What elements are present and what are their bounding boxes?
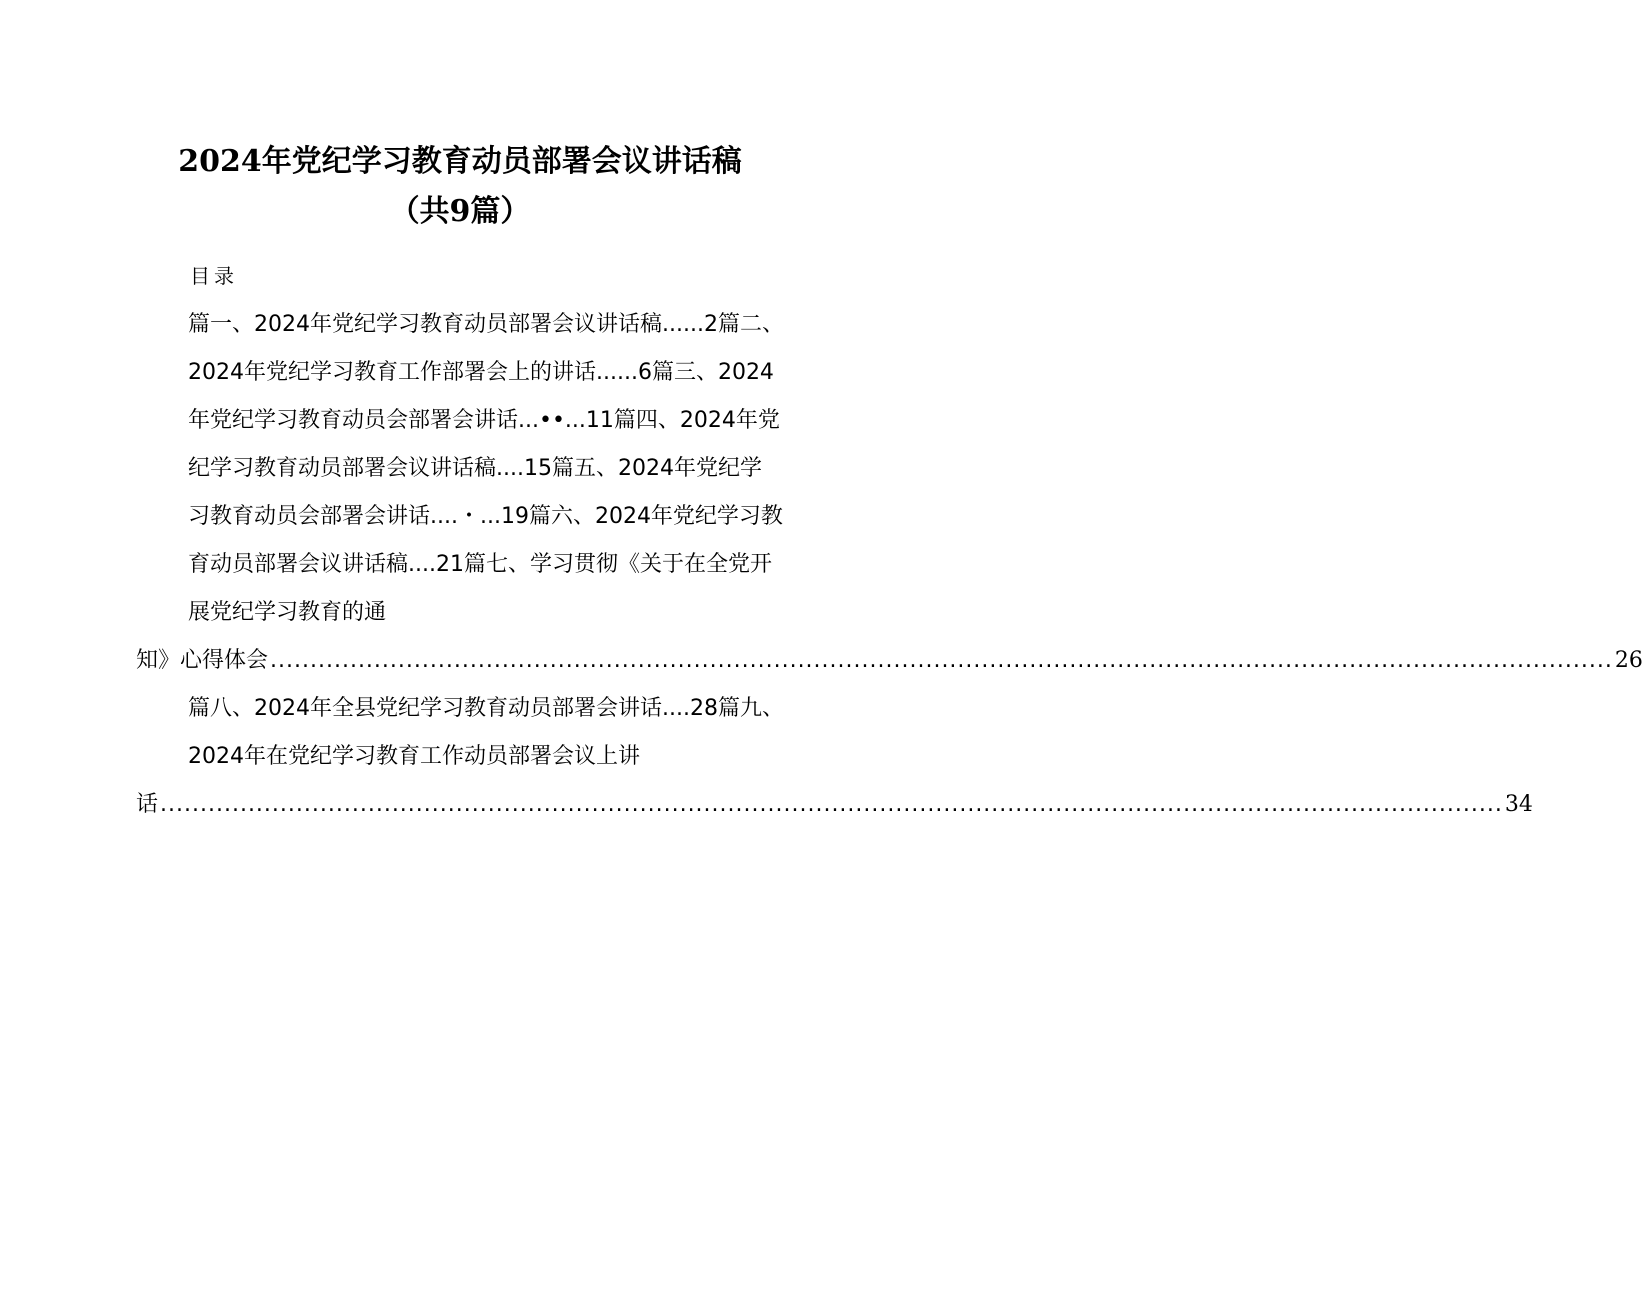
toc-line: 展党纪学习教育的通 <box>188 600 387 625</box>
toc-line: 2024年在党纪学习教育工作动员部署会议上讲 <box>188 744 640 769</box>
toc-line: 育动员部署会议讲话稿....21篇七、学习贯彻《关于在全党开 <box>188 552 772 577</box>
toc-line: 纪学习教育动员部署会议讲话稿....15篇五、2024年党纪学 <box>188 456 762 481</box>
toc-entry-leader-line <box>136 790 1533 820</box>
toc-dot-leader: ........................................................................................................................................................................ <box>160 792 1503 817</box>
document-title: 2024年党纪学习教育动员部署会议讲话稿 <box>178 144 742 179</box>
toc-line: 习教育动员会部署会讲话....・...19篇六、2024年党纪学习教 <box>188 504 783 529</box>
toc-heading: 目录 <box>190 264 238 288</box>
toc-page-number: 26 <box>1614 648 1643 673</box>
toc-entry-leader-line <box>136 646 1643 676</box>
toc-line: 年党纪学习教育动员会部署会讲话...••...11篇四、2024年党 <box>188 408 780 433</box>
toc-dot-leader: ........................................................................................................................................................................ <box>270 648 1613 673</box>
document-subtitle-count: （共9篇） <box>389 194 531 229</box>
toc-entry-text: 知》心得体会 <box>136 648 269 673</box>
toc-line: 篇八、2024年全县党纪学习教育动员部署会讲话....28篇九、 <box>188 696 784 721</box>
toc-line: 2024年党纪学习教育工作部署会上的讲话......6篇三、2024 <box>188 360 774 385</box>
toc-line: 篇一、2024年党纪学习教育动员部署会议讲话稿......2篇二、 <box>188 312 784 337</box>
toc-page-number: 34 <box>1504 792 1533 817</box>
toc-entry-text: 话 <box>136 792 159 817</box>
